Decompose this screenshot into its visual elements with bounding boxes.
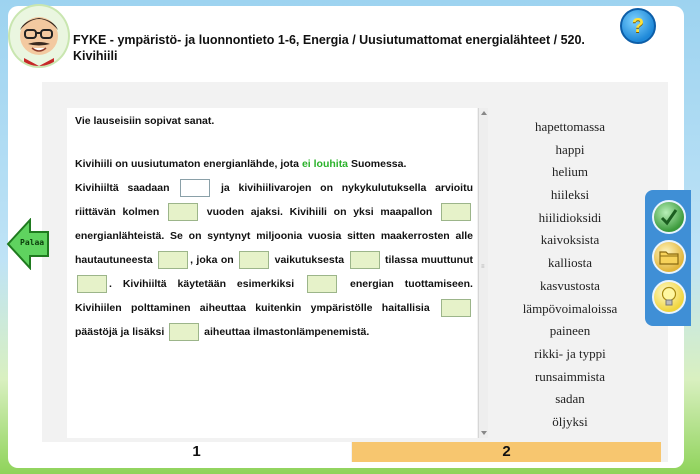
word-bank-item[interactable]: lämpövoimaloissa [522, 300, 618, 316]
word-bank-item[interactable]: hiilidioksidi [538, 209, 602, 225]
mascot-avatar-icon [8, 4, 70, 68]
lightbulb-icon [660, 286, 678, 308]
drop-blank-3[interactable] [441, 203, 471, 221]
text-segment: vuoden ajaksi. Kivihiili on yksi maapallon [206, 206, 433, 218]
word-bank-item[interactable]: sadan [555, 391, 585, 407]
drop-blank-1[interactable] [180, 179, 210, 197]
instruction: Vie lauseisiin sopivat sanat. [75, 115, 215, 127]
page-title-line1: FYKE - ympäristö- ja luonnontieto 1-6, Energia / Uusiutumattomat energialähteet / 520. [73, 33, 585, 47]
help-button[interactable] [620, 8, 656, 44]
drop-blank-9[interactable] [441, 299, 471, 317]
drop-blank-4[interactable] [158, 251, 188, 269]
word-bank-item[interactable]: rikki- ja typpi [534, 345, 606, 361]
text-segment: . Kivihiiltä käytetään esimerkiksi [109, 278, 295, 290]
folder-icon [659, 248, 679, 266]
text-segment: Kivihiili on uusiutumaton energianlähde, jota [75, 158, 302, 170]
scrollbar[interactable] [478, 108, 488, 438]
page-title [73, 32, 613, 64]
scroll-down-icon[interactable] [481, 431, 487, 435]
text-segment: ja kivihiilivarojen on nykykulutuksella arvioitu riittävän kolmen [75, 182, 474, 218]
word-bank-item[interactable]: kaivoksista [540, 232, 600, 248]
word-bank-item[interactable]: kalliosta [547, 255, 593, 271]
tool-panel [645, 190, 691, 326]
check-button[interactable] [652, 200, 686, 234]
hint-button[interactable] [652, 280, 686, 314]
text-segment: vaikutuksesta [274, 254, 345, 266]
drop-blank-6[interactable] [350, 251, 380, 269]
tab-1[interactable]: 1 [42, 442, 351, 462]
drop-blank-8[interactable] [307, 275, 337, 293]
drop-blank-10[interactable] [169, 323, 199, 341]
word-bank-item[interactable]: kasvustosta [540, 277, 600, 293]
text-segment: energian tuottamiseen. Kivihiilen polttaminen aiheuttaa kuitenkin ympäristölle haitallisia [75, 278, 473, 314]
question-mark-icon: ? [631, 14, 645, 37]
word-bank [495, 116, 645, 434]
drop-blank-2[interactable] [168, 203, 198, 221]
text-segment: tilassa muuttunut [384, 254, 474, 266]
exercise-paragraph [75, 152, 473, 344]
word-bank-item[interactable]: öljyksi [552, 413, 588, 429]
back-button[interactable] [6, 218, 50, 270]
scroll-grip-icon: ≡ [481, 264, 485, 270]
page-title-line2: Kivihiili [73, 49, 118, 63]
back-label: Palaa [20, 238, 45, 247]
highlighted-word: ei louhita [301, 158, 349, 170]
text-segment: , joka on [190, 254, 234, 266]
check-pencil-icon [659, 207, 679, 227]
word-bank-item[interactable]: helium [551, 164, 589, 180]
word-bank-item[interactable]: hapettomassa [534, 119, 606, 134]
drop-blank-7[interactable] [77, 275, 107, 293]
text-segment: Suomessa. [348, 158, 407, 170]
word-bank-item[interactable]: runsaimmista [534, 368, 606, 384]
folder-button[interactable] [652, 240, 686, 274]
exercise-text [75, 114, 473, 344]
word-bank-item[interactable]: hiileksi [550, 187, 590, 203]
scroll-up-icon[interactable] [481, 111, 487, 115]
text-segment: energianlähteistä. Se on syntynyt miljoonia vuosia sitten maakerrosten alle hautautuneesta [75, 230, 473, 266]
text-segment: aiheuttaa ilmastonlämpenemistä. [204, 326, 370, 338]
word-bank-item[interactable]: paineen [549, 323, 591, 339]
word-bank-item[interactable]: happi [555, 141, 585, 157]
tab-2[interactable]: 2 [352, 442, 661, 462]
text-segment: Kivihiiltä saadaan [75, 182, 170, 194]
drop-blank-5[interactable] [239, 251, 269, 269]
text-segment: päästöjä ja lisäksi [75, 326, 165, 338]
